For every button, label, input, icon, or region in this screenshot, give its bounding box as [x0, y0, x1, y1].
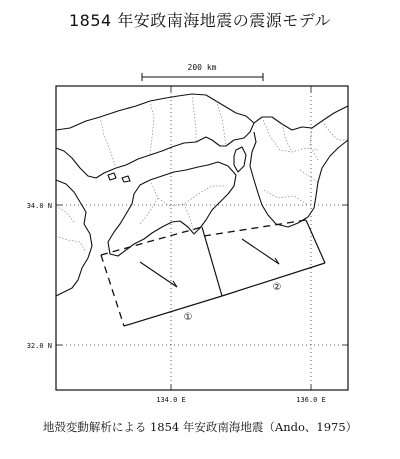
frame-ticks — [56, 86, 348, 390]
graticule — [62, 92, 342, 384]
coastline-islet-2 — [122, 176, 130, 182]
coastline-kyushu — [56, 180, 92, 296]
lon-label-134: 134.0 E — [156, 396, 186, 404]
slip-vector-1 — [140, 262, 177, 287]
figure-caption: 地殻変動解析による 1854 年安政南海地震（Ando、1975） — [42, 420, 358, 434]
coastline-kii-peninsula — [250, 132, 348, 227]
coastline-awaji — [234, 147, 246, 172]
coastline-honshu-kii — [254, 106, 348, 130]
map-title: 1854 年安政南海地震の震源モデル — [68, 11, 331, 30]
fault-label-2: ② — [272, 282, 282, 293]
fault-plane-2 — [204, 220, 325, 296]
scale-bar — [142, 63, 263, 81]
fault-plane-1 — [101, 227, 222, 326]
map-frame — [56, 86, 348, 390]
fault-label-1: ① — [183, 312, 193, 323]
coastline-honshu-west — [56, 94, 254, 178]
scale-bar-label: 200 km — [187, 63, 217, 72]
lon-label-136: 136.0 E — [296, 396, 326, 404]
coastline-islet-1 — [108, 173, 116, 180]
coastlines — [56, 94, 348, 296]
lat-label-34: 34.0 N — [26, 202, 52, 210]
lat-label-32: 32.0 N — [26, 342, 52, 350]
slip-vector-2 — [242, 239, 279, 264]
